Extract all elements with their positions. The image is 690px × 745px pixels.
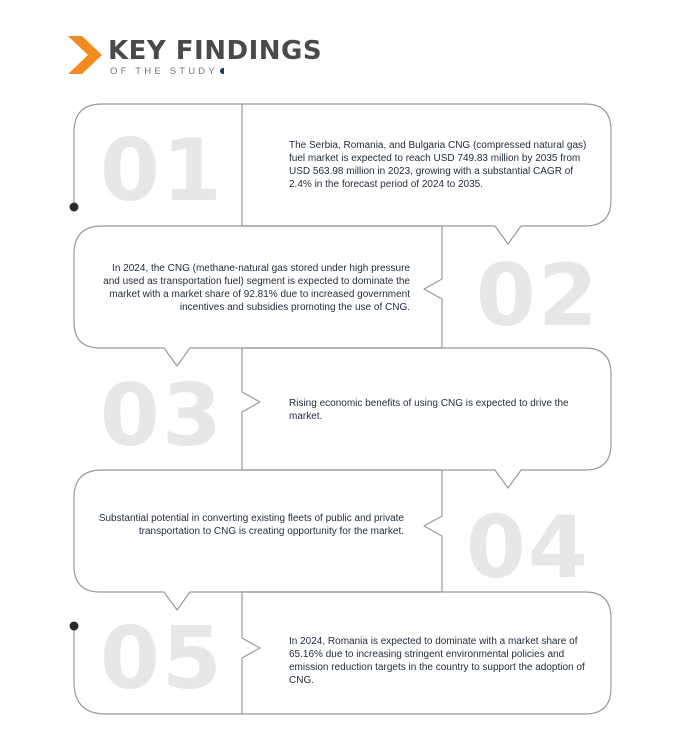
page-subtitle-text: OF THE STUDY [110,66,218,77]
finding-number-5: 05 [100,609,224,709]
divider-5 [242,592,260,714]
divider-4 [424,470,442,592]
finding-number-4: 04 [466,498,590,598]
start-dot [70,203,79,212]
end-dot [70,622,79,631]
finding-text-1: The Serbia, Romania, and Bulgaria CNG (compressed natural gas) fuel market is expected to reach USD 749.83 million by 2035 from USD 563.98 million in 2023, growing with a substantial CAGR of 2.4% in the forecast period of 2024 to 2035. [289,140,587,190]
divider-3 [242,348,260,470]
finding-number-2: 02 [476,246,600,346]
finding-number-1: 01 [100,121,224,221]
finding-text-2: In 2024, the CNG (methane-natural gas stored under high pressure and used as transportation fuel) segment is expected to dominate the market with a market share of 92.81% due to increased government incentives and subsidies promoting the use of CNG. [103,263,410,313]
finding-text-4: Substantial potential in converting existing fleets of public and private transportation to CNG is creating opportunity for the market. [98,513,404,537]
finding-box-4 [74,470,442,610]
page-title: KEY FINDINGS [108,36,323,66]
divider-2 [424,226,442,348]
finding-number-3: 03 [100,366,224,466]
finding-text-5: In 2024, Romania is expected to dominate with a market share of 65.16% due to increasing stringent environmental policies and emission reduction targets in the country to support the adoption of CNG. [289,636,585,686]
finding-text-3: Rising economic benefits of using CNG is expected to drive the market. [289,398,569,422]
